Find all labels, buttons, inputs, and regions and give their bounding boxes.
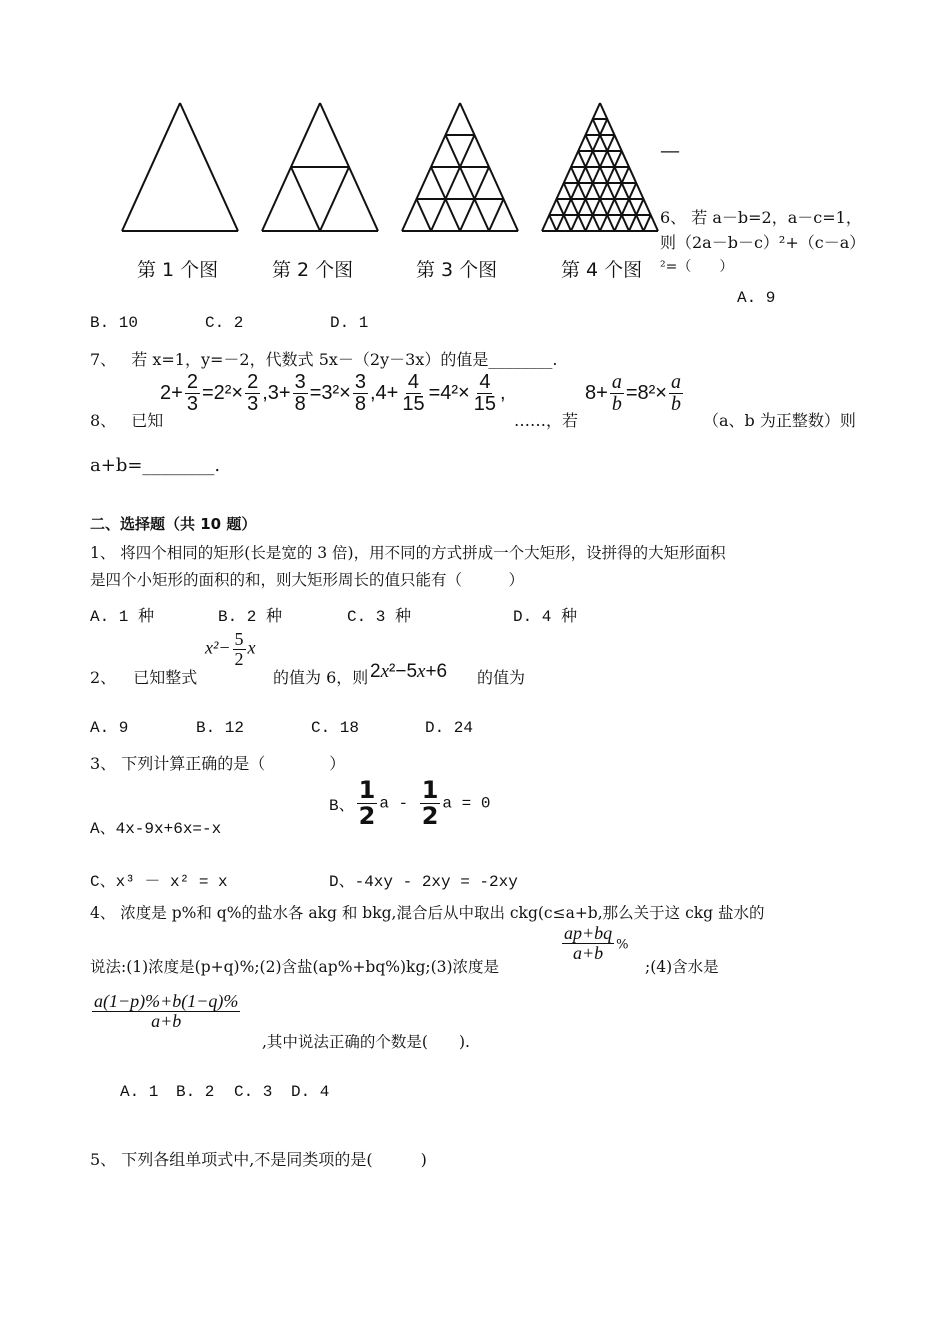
mc2-expr2: 2x²−5x+6 [370,661,448,682]
mc2-option-a: A. 9 [90,719,129,737]
mc1-line2: 是四个小矩形的面积的和，则大矩形周长的值只能有（ ） [90,571,525,589]
mc4-line3: ,其中说法正确的个数是( ). [262,1033,470,1051]
mc4-line2a: 说法:(1)浓度是(p+q)%;(2)含盐(ap%+bq%)kg;(3)浓度是 [90,958,500,976]
q6-line3: ²=（ ） [660,259,734,275]
q6-option-d: D. 1 [330,314,369,332]
q7-text: 若 x=1，y=－2，代数式 5x－（2y－3x）的值是________. [131,350,558,369]
mc2-lead: 已知整式 [133,668,198,687]
triangle-figure-3 [402,103,518,231]
mc1-option-a: A. 1 种 [90,608,155,626]
mc1-option-c: C. 3 种 [347,608,412,626]
mc2-tail: 的值为 [477,668,526,687]
mc3-option-a: A、4x-9x+6x=-x [90,820,222,838]
triangle-figure-2 [262,103,378,231]
mc3-option-d: D、-4xy - 2xy = -2xy [329,873,518,891]
q6-option-c: C. 2 [205,314,244,332]
mc3-option-b-suffix: a = 0 [442,794,491,813]
mc3-option-b-prefix: B、 [329,797,355,816]
q6-text1: 若 a－b=2，a－c=1， [691,208,862,227]
figure-caption-4: 第 4 个图 [561,259,643,281]
q8-formula: 2+ $\frac{2}{3}$ =2²× $\frac{2}{3}$ ,3+ $\frac{3}{8}$ =3²× $\frac{3}{8}$ ,4+ $\frac{4}{15}$ =4²× $\frac{4}{15}$ , [160,371,506,415]
figure-caption-1: 第 1 个图 [137,259,219,281]
figure-caption-3: 第 3 个图 [416,259,498,281]
mc4-option-d: D. 4 [291,1083,330,1101]
q6-option-b: B. 10 [90,314,139,332]
q6-line1 [660,205,862,228]
mc4-option-a: A. 1 [120,1083,159,1101]
mc2-expr1: x²− $\frac{5}{2}$ x [205,629,256,669]
mc1-option-d: D. 4 种 [513,608,578,626]
q8-tail: （a、b 为正整数）则 [703,411,856,430]
q8-number: 8、 已知 [90,411,164,430]
section2-title: 二、选择题（共 10 题） [90,515,257,533]
q7-line [90,347,557,370]
mc4-option-b: B. 2 [176,1083,215,1101]
figure-caption-2: 第 2 个图 [272,259,354,281]
q8-lead: 已知 [131,411,164,430]
mc1-line1: 1、 将四个相同的矩形(长是宽的 3 倍)，用不同的方式拼成一个大矩形，设拼得的大矩形面积 [90,544,726,562]
mc2-number: 2、 [90,668,117,687]
q8-formula-2: 8+ $\frac{a}{b}$ =8²× $\frac{a}{b}$ [585,371,681,415]
q6-line2: 则（2a－b－c）²+（c－a） [660,233,866,252]
mc2-mid: 的值为 6，则 [273,668,369,687]
q6-option-a: A. 9 [737,289,776,307]
mc4-frac-water: $\frac{a(1-p)\%+b(1-q)\%}{a+b}$ [94,991,239,1031]
mc3-option-b: B、 $\frac{1}{2}$ a - $\frac{1}{2}$ a = 0 [329,776,491,831]
mc2-line [90,665,197,688]
triangle-figures [110,95,660,240]
mc5-line: 5、 下列各组单项式中,不是同类项的是( ) [90,1150,427,1169]
mc2-option-b: B. 12 [196,719,245,737]
triangle-figure-1 [122,103,238,231]
q6-number: 6、 [660,208,687,227]
q8-mid: ……，若 [514,411,579,430]
mc4-line2b: ;(4)含水是 [645,958,719,976]
mc1-option-b: B. 2 种 [218,608,283,626]
mc2-option-c: C. 18 [311,719,360,737]
mc3-line: 3、 下列计算正确的是（ ） [90,754,346,773]
mc4-option-c: C. 3 [234,1083,273,1101]
q8-answer: a+b=________. [90,455,221,476]
mc4-line1: 4、 浓度是 p%和 q%的盐水各 akg 和 bkg,混合后从中取出 ckg(c≤a+b,那么关于这 ckg 盐水的 [90,904,765,922]
dash-mark: — [660,138,680,162]
mc2-option-d: D. 24 [425,719,474,737]
triangle-figure-4 [542,103,658,231]
q7-number: 7、 [90,350,117,369]
mc4-frac-concentration: $\frac{ap+bq}{a+b}$ % [564,923,629,963]
mc3-option-c: C、x³ － x² = x [90,873,228,891]
